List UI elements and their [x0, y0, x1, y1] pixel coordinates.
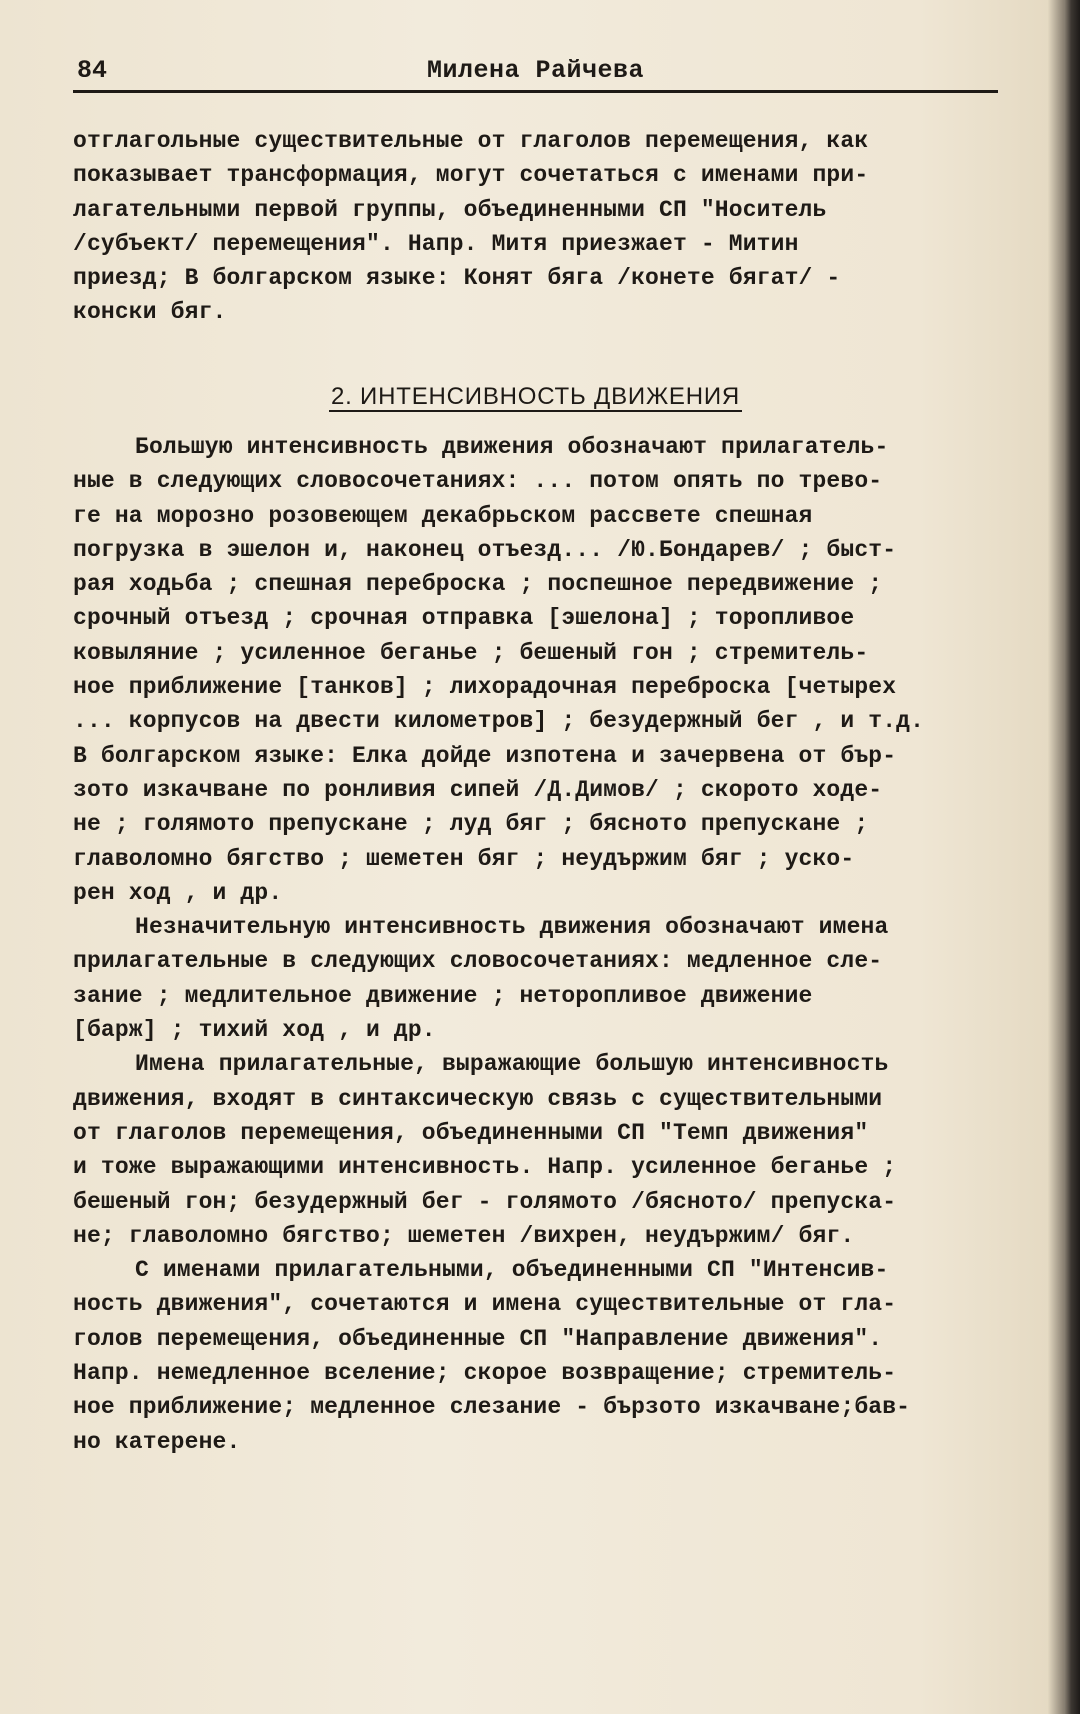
- text-line: срочный отъезд ; срочная отправка [эшелона] ; торопливое: [73, 605, 855, 632]
- page-number: 84: [77, 56, 108, 85]
- text-line: С именами прилагательными, объединенными СП "Интенсив-: [135, 1257, 889, 1284]
- text-line: ное приближение [танков] ; лихорадочная переброска [четырех: [73, 674, 897, 701]
- text-line: В болгарском языке: Елка дойде изпотена и зачервена от бър-: [73, 742, 897, 769]
- running-head: Милена Райчева: [426, 56, 645, 85]
- text-line: [барж] ; тихий ход , и др.: [73, 1017, 436, 1044]
- text-line: движения, входят в синтаксическую связь с существительными: [73, 1085, 883, 1112]
- text-line: рен ход , и др.: [73, 879, 283, 906]
- book-spine-shadow: [1064, 0, 1080, 1714]
- text-line: главоломно бягство ; шеметен бяг ; неудържим бяг ; уско-: [73, 845, 855, 872]
- text-line: голов перемещения, объединенные СП "Направление движения".: [73, 1325, 883, 1352]
- text-line: лагательными первой группы, объединенными СП "Носитель: [73, 196, 827, 223]
- text-line: ное приближение; медленное слезание - бързото изкачване;бав-: [73, 1394, 911, 1421]
- section-title-text: 2. ИНТЕНСИВНОСТЬ ДВИЖЕНИЯ: [330, 383, 741, 410]
- intro-paragraph: [73, 124, 1033, 330]
- text-line: ковыляние ; усиленное беганье ; бешеный гон ; стремитель-: [73, 639, 869, 666]
- text-line: Незначительную интенсивность движения обозначают имена: [135, 914, 889, 941]
- text-line: Большую интенсивность движения обозначают прилагатель-: [135, 434, 889, 460]
- text-line: показывает трансформация, могут сочетаться с именами при-: [73, 162, 869, 189]
- text-line: ность движения", сочетаются и имена существительные от гла-: [73, 1291, 897, 1318]
- paragraph-1: [73, 430, 1033, 1459]
- text-line: рая ходьба ; спешная переброска ; поспешное передвижение ;: [73, 571, 883, 598]
- section-title: [73, 380, 998, 414]
- text-line: зото изкачване по ронливия сипей /Д.Димов/ ; скорото ходе-: [73, 776, 883, 803]
- text-line: приезд; В болгарском языке: Конят бяга /конете бягат/ -: [73, 265, 841, 292]
- text-line: зание ; медлительное движение ; неторопливое движение: [73, 982, 813, 1009]
- text-line: ные в следующих словосочетаниях: ... потом опять по трево-: [73, 468, 883, 495]
- text-line: Имена прилагательные, выражающие большую интенсивность: [135, 1051, 889, 1078]
- text-line: ге на морозно розовеющем декабрьском рассвете спешная: [73, 502, 813, 529]
- text-line: Напр. немедленное вселение; скорое возвращение; стремитель-: [73, 1360, 897, 1387]
- text-line: не ; голямото препускане ; луд бяг ; бясното препускане ;: [73, 811, 869, 838]
- text-line: отглагольные существительные от глаголов перемещения, как: [73, 128, 869, 154]
- page-header: [73, 54, 998, 93]
- text-line: от глаголов перемещения, объединенными СП "Темп движения": [73, 1119, 869, 1146]
- text-line: ... корпусов на двести километров] ; безудержный бег , и т.д.: [73, 708, 925, 735]
- text-line: погрузка в эшелон и, наконец отъезд... /Ю.Бондарев/ ; быст-: [73, 536, 897, 563]
- text-line: бешеный гон; безудержный бег - голямото /бясното/ препуска-: [73, 1188, 897, 1215]
- text-line: /субъект/ перемещения". Напр. Митя приезжает - Митин: [73, 230, 799, 257]
- text-line: конски бяг.: [73, 299, 227, 326]
- page-body: [73, 124, 1033, 1455]
- text-line: прилагательные в следующих словосочетаниях: медленное сле-: [73, 948, 883, 975]
- text-line: и тоже выражающими интенсивность. Напр. усиленное беганье ;: [73, 1154, 897, 1181]
- text-line: но катерене.: [73, 1428, 241, 1455]
- text-line: не; главоломно бягство; шеметен /вихрен, неудържим/ бяг.: [73, 1222, 855, 1249]
